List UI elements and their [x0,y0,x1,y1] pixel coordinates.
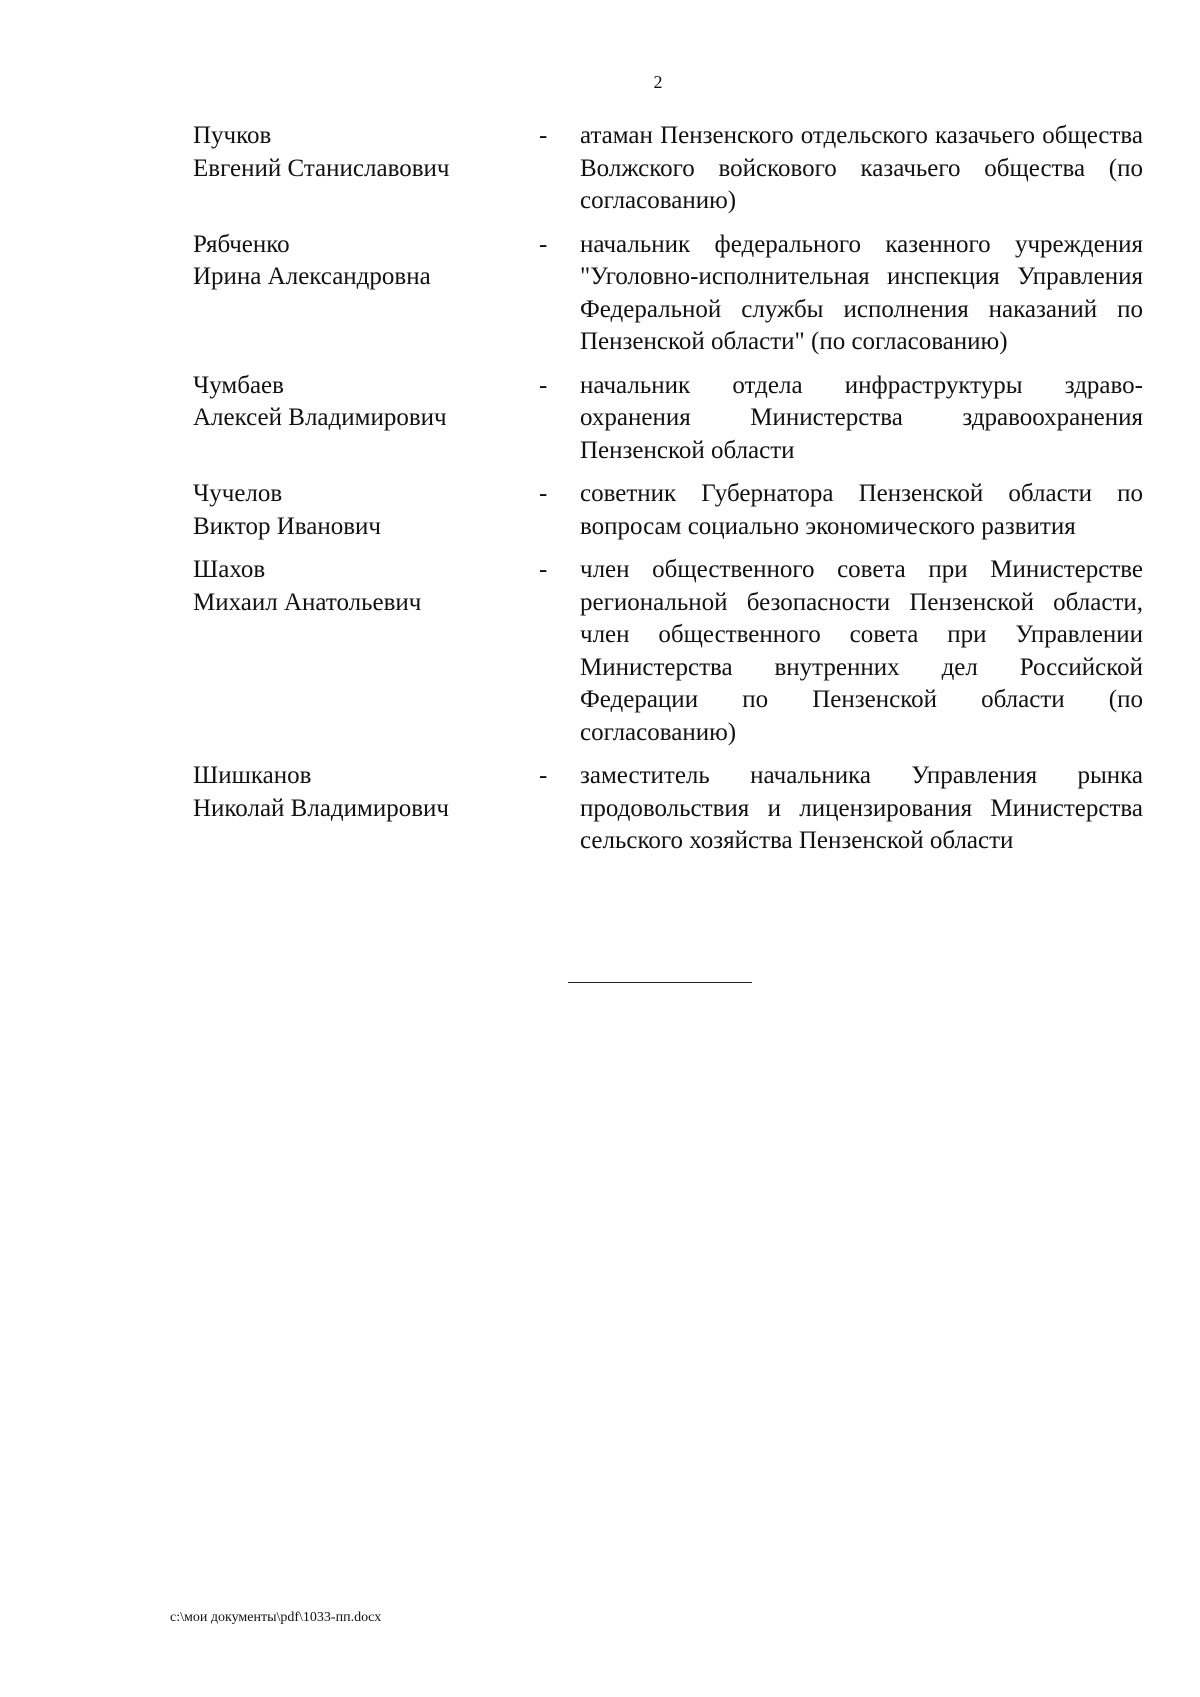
member-given-names: Евгений Станиславович [193,154,450,182]
member-name [193,370,539,468]
member-dash: - [539,371,548,399]
end-of-list-divider [568,982,752,983]
member-name [193,760,539,858]
member-given-names: Михаил Анатольевич [193,588,422,616]
member-given-names: Виктор Иванович [193,512,381,540]
member-dash: - [539,230,548,258]
member-name [193,120,539,218]
footer-file-path: c:\мои документы\pdf\1033-пп.docx [170,1610,382,1625]
member-role: заместитель начальника Управления рынка продовольствия и лицензирования Министерства сельского хозяйства Пензенской области [580,762,1143,854]
member-name [193,554,539,749]
page-number: 2 [653,72,663,92]
member-role: начальник отдела инфраструктуры здраво-охранения Министерства здравоохранения Пензенской области [580,371,1143,464]
member-surname: Пучков [193,122,272,149]
member-row [193,554,1143,749]
member-surname: Чучелов [193,480,283,507]
member-surname: Чумбаев [193,371,284,399]
member-dash: - [539,480,548,507]
member-name [193,229,539,359]
member-given-names: Ирина Александровна [193,263,431,290]
member-given-names: Алексей Владимирович [193,404,447,431]
member-surname: Шахов [193,556,266,583]
member-row [193,229,1143,359]
member-role: атаман Пензенского отдельского казачьего общества Волжского войскового казачьего общества (по согласованию) [580,122,1143,214]
member-dash: - [539,762,548,789]
member-dash: - [539,122,548,149]
member-role: член общественного совета при Министерстве региональной безопасности Пензенской области, член общественного совета при Управлении Министерства внутренних дел Российской Федерации по Пензенской области (по согласованию) [580,556,1143,746]
member-row [193,120,1143,218]
member-role: начальник федерального казенного учреждения "Уголовно-исполнительная инспекция Управления Федеральной службы исполнения наказаний по Пензенской области" (по согласованию) [580,230,1143,355]
member-given-names: Николай Владимирович [193,794,449,822]
member-role: советник Губернатора Пензенской области по вопросам социально экономического развития [580,480,1143,540]
member-dash: - [539,556,548,583]
member-surname: Рябченко [193,230,290,258]
member-row [193,370,1143,468]
member-row [193,478,1143,543]
member-row [193,760,1143,858]
member-name [193,478,539,543]
member-surname: Шишканов [193,762,312,789]
members-list [193,120,1143,869]
